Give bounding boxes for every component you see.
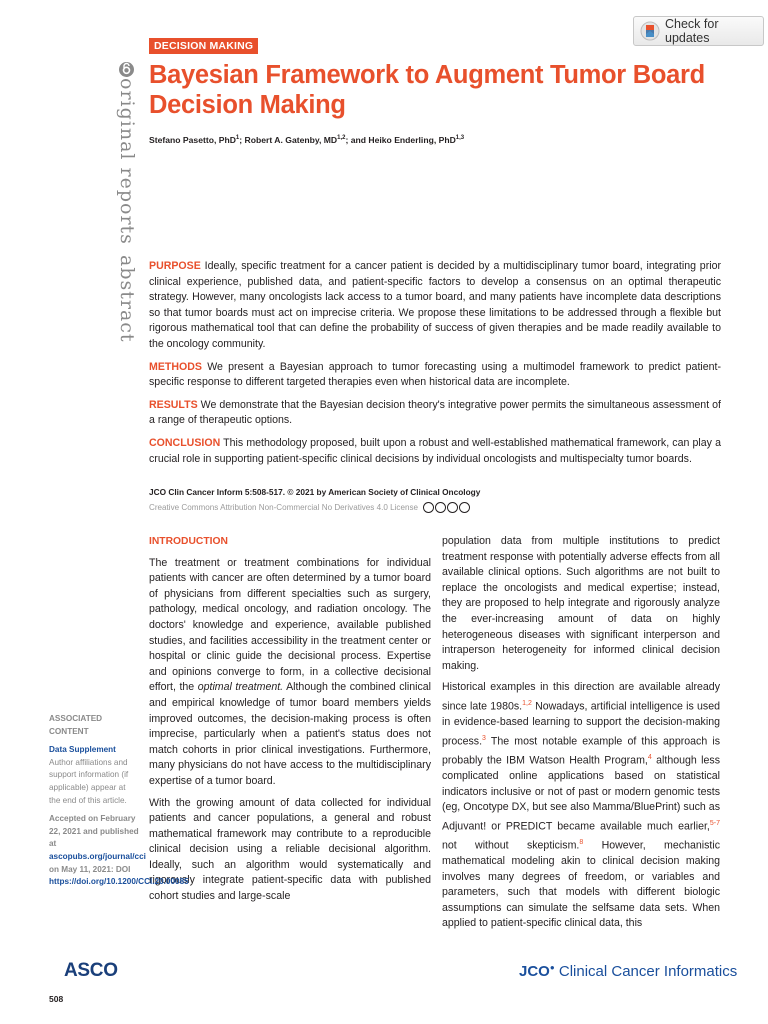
- asco-logo: ASCO: [64, 960, 118, 981]
- section-tag: DECISION MAKING: [149, 38, 258, 54]
- conclusion-text: This methodology proposed, built upon a robust and well-established mathematical framework, can play a crucial role in supporting patient-specific clinical decisions by individual oncologists and multispecialty tumor boards.: [149, 436, 721, 465]
- author-2: ; Robert A. Gatenby, MD: [239, 135, 338, 145]
- citation-5-7[interactable]: 5-7: [709, 819, 720, 827]
- license-link[interactable]: Creative Commons Attribution Non-Commercial No Derivatives 4.0 License: [149, 503, 418, 512]
- doi-link[interactable]: https://doi.org/10.1200/CCI.20.00085: [49, 877, 189, 887]
- p4-text-d: although less complicated online applications based on statistical indicators inclusive or not of past or modern genomic tests (eg, Oncotype DX, but see also Mamma/BluePrint) such as Adjuvant! or PREDICT became available much earlier,: [442, 754, 721, 833]
- purpose-text: Ideally, specific treatment for a cancer patient is decided by a multidisciplinary tumor board, integrating prior clinical experience, published data, and patient-specific factors to develop a consensus on an optimal therapeutic strategy. However, many oncologists lack access to a tumor board, and many patients have incomplete data descriptions so that tumor boards must act on imprecise criteria. We propose these limitations to be addressed through a flexible but rigorous mathematical tool that can define the probability of success of given therapies and be made readily available to the oncology community.: [149, 260, 721, 350]
- p4-text-f: However, mechanistic mathematical modeling akin to clinical decision making involves many degrees of freedom, or variables and parameters, such that models with different biologic assumptions can simulate the selfsame data sets. When applied to patient-specific clinical data, this: [442, 839, 720, 930]
- p4-text-a: Historical examples in this direction are available already since late 1980s.: [442, 681, 720, 713]
- body-column-left: [149, 534, 431, 911]
- abstract-methods: [149, 360, 721, 391]
- p1-italic: optimal treatment.: [197, 681, 284, 694]
- methods-label: METHODS: [149, 360, 202, 373]
- abstract-purpose: [149, 259, 721, 353]
- author-3-affil: 1,3: [455, 135, 465, 142]
- author-3: ; and Heiko Enderling, PhD: [345, 135, 456, 145]
- check-for-updates-button[interactable]: [633, 16, 764, 46]
- crossmark-icon: [640, 21, 660, 41]
- cc-license-icons: [423, 502, 470, 513]
- check-for-updates-label: Check for updates: [665, 17, 719, 45]
- open-access-icon: [118, 61, 135, 78]
- p4-text-e: not without skepticism.: [442, 839, 580, 852]
- page-number: 508: [49, 994, 64, 1004]
- author-list: [149, 135, 464, 145]
- journal-name: Clinical Cancer Informatics: [558, 963, 738, 980]
- journal-citation: JCO Clin Cancer Inform 5:508-517. © 2021 by American Society of Clinical Oncology: [149, 487, 481, 497]
- results-text: We demonstrate that the Bayesian decision theory's integrative power permits the simultaneous assessment of a range of therapeutic options.: [149, 398, 721, 427]
- title-line-2: Decision Making: [149, 91, 346, 119]
- nd-icon: [459, 502, 470, 513]
- body-paragraph-1: [149, 556, 431, 790]
- associated-content-heading-1: ASSOCIATED: [49, 714, 103, 723]
- journal-brand: JCO● Clinical Cancer Informatics: [519, 963, 738, 980]
- jco-logo-text: JCO: [519, 963, 550, 980]
- title-line-1: Bayesian Framework to Augment Tumor Board: [149, 61, 705, 89]
- affiliations-note: Author affiliations and support information (if applicable) appear at the end of this article.: [49, 757, 129, 805]
- abstract-results: [149, 398, 721, 429]
- journal-site-link[interactable]: ascopubs.org/journal/cci: [49, 851, 146, 861]
- section-heading-introduction: INTRODUCTION: [149, 536, 228, 547]
- results-label: RESULTS: [149, 398, 198, 411]
- associated-content: [49, 713, 189, 889]
- p1-text-b: Although the combined clinical and empirical knowledge of tumor board members yields improved outcomes, the decision-making process is often imprecise, particularly when a patient's status does not match cohorts in prior clinical investigations. Furthermore, many physicians do not have access to the multidisciplinary expertise of a tumor board.: [149, 681, 431, 787]
- author-2-affil: 1,2: [337, 135, 346, 142]
- author-1-affil: 1: [235, 135, 240, 142]
- by-icon: [435, 502, 446, 513]
- abstract-conclusion: [149, 436, 721, 467]
- body-paragraph-4: [442, 680, 720, 932]
- purpose-label: PURPOSE: [149, 260, 201, 272]
- citation-3[interactable]: 3: [482, 734, 486, 742]
- associated-content-heading-2: CONTENT: [49, 726, 89, 736]
- sidebar-original-reports: original reports: [116, 78, 138, 245]
- methods-text: We present a Bayesian approach to tumor forecasting using a multimodel framework to predict patient-specific response to different targeted therapies even when historical data are incomplete.: [149, 360, 721, 389]
- abstract: [149, 259, 721, 474]
- citation-8[interactable]: 8: [579, 838, 584, 846]
- sidebar-abstract: abstract: [116, 255, 138, 343]
- published-on-text: on May 11, 2021: DOI: [49, 864, 131, 874]
- citation-1-2[interactable]: 1,2: [522, 699, 532, 707]
- body-paragraph-3: population data from multiple institutions to predict treatment response with potentially adverse effects from all available clinical options. Such algorithms are not built to replace the oncologists and medical expertise; instead, they are proposed to help integrate and rigorously analyze the ever-increasing amount of data on highly heterogeneous diseases with significant interperson and intraperson heterogeneity for informed clinical decision making.: [442, 535, 720, 672]
- author-1: Stefano Pasetto, PhD: [149, 135, 236, 145]
- article-title: [149, 60, 729, 120]
- body-paragraph-2: With the growing amount of data collected for individual patients and cancer populations, a general and robust mathematical framework may contribute to a reproducible clinical decision using a reliable decisional algorithm. Ideally, such an algorithm would systematically and rigorously integrate patient-specific data with published cohort studies and large-scale: [149, 796, 431, 903]
- accepted-text: Accepted on February 22, 2021 and published at: [49, 814, 139, 849]
- data-supplement-link[interactable]: Data Supplement: [49, 745, 116, 755]
- license-line: [149, 502, 470, 513]
- body-column-right: [442, 534, 720, 938]
- p4-text-c: The most notable example of this approach is probably the IBM Watson Health Program,: [442, 735, 720, 767]
- conclusion-label: CONCLUSION: [149, 436, 221, 449]
- p4-text-b: Nowadays, artificial intelligence is used in evidence-based learning to support the decision-making process.: [442, 700, 720, 748]
- publication-info: [49, 813, 189, 889]
- cc-icon: [423, 502, 434, 513]
- p1-text-a: The treatment or treatment combinations for individual patients with cancer are often determined by a tumor board of physicians from different specialties such as surgery, pathology, medical oncology, and radiation oncology. The doctors' knowledge and experience, available published studies, and facilities accessibility in the treatment center or hospital or clinic guide the decisional process. Expertise and opinions converge to form, in a collective decisional effort, the: [149, 556, 431, 694]
- citation-4[interactable]: 4: [647, 753, 652, 761]
- nc-icon: [447, 502, 458, 513]
